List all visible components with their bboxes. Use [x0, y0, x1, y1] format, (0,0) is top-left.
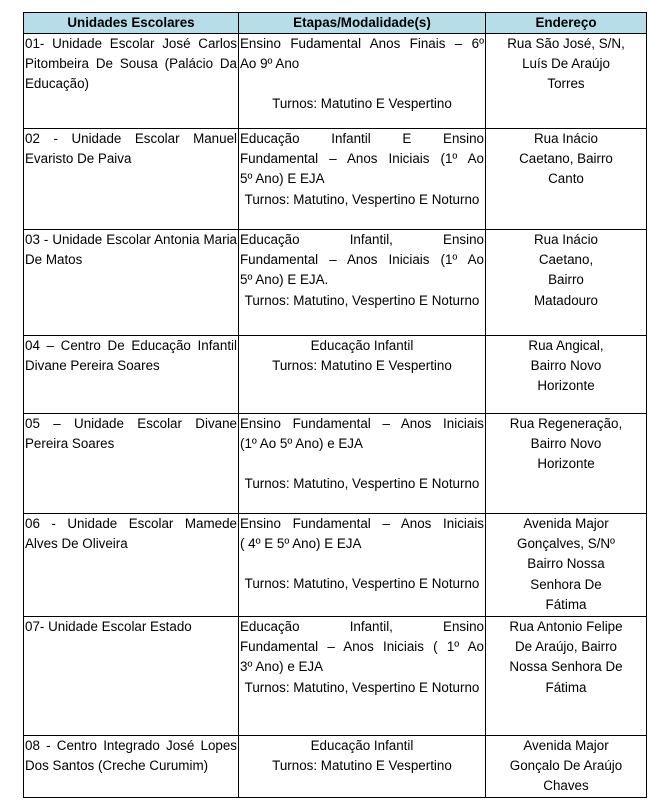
address-line: Torres — [547, 76, 585, 92]
address-line: Caetano, Bairro — [519, 151, 613, 167]
address-line: Horizonte — [537, 456, 595, 472]
etapa-line: Ensino Fundamental – Anos Iniciais — [240, 416, 484, 431]
etapa-line: 3º Ano) e EJA — [240, 659, 324, 675]
address-line: Bairro Novo — [530, 358, 602, 374]
address-cell — [486, 230, 647, 336]
etapa-line: Ensino Fudamental Anos Finais – 6º — [240, 36, 484, 51]
etapa-cell — [239, 129, 486, 230]
header-endereco: Endereço — [486, 13, 647, 34]
etapa-cell — [239, 336, 486, 414]
table-row — [24, 736, 647, 798]
address-line: Avenida Major — [523, 738, 609, 753]
etapa-line: 5º Ano) E EJA. — [240, 272, 329, 288]
etapa-line: Educação Infantil — [310, 738, 414, 753]
etapa-cell — [239, 514, 486, 617]
etapa-cell — [239, 617, 486, 736]
address-line: Rua São José, S/N, — [507, 36, 625, 51]
etapa-cell — [239, 34, 486, 129]
address-line: Rua Antonio Felipe — [509, 619, 623, 634]
address-line: Nossa Senhora De — [509, 659, 623, 675]
address-cell — [486, 736, 647, 798]
etapa-cell — [239, 736, 486, 798]
address-line: Rua Inácio — [533, 131, 599, 146]
unit-name: 06 - Unidade Escolar Mamede Alves De Oliveira — [24, 514, 239, 617]
table-row — [24, 230, 647, 336]
address-line: Fátima — [545, 679, 587, 695]
address-cell — [486, 34, 647, 129]
address-line: Rua Regeneração, — [509, 416, 623, 431]
address-line: Bairro Novo — [530, 436, 602, 452]
etapa-line: Educação Infantil — [310, 338, 414, 353]
unit-name: 02 - Unidade Escolar Manuel Evaristo De Paiva — [24, 129, 239, 230]
address-line: Fátima — [545, 596, 587, 612]
address-line: Chaves — [543, 778, 589, 794]
turnos-text: Turnos: Matutino E Vespertino — [272, 358, 452, 374]
unit-name: 04 – Centro De Educação Infantil Divane Pereira Soares — [24, 336, 239, 414]
unit-name: 05 – Unidade Escolar Divane Pereira Soares — [24, 414, 239, 514]
address-cell — [486, 514, 647, 617]
address-line: Rua Inácio — [533, 232, 599, 247]
etapa-line: Fundamental – Anos Iniciais (1º Ao — [240, 252, 484, 268]
address-line: Gonçalves, S/Nº — [517, 536, 615, 552]
address-line: Bairro — [548, 272, 584, 288]
table-row — [24, 617, 647, 736]
address-line: De Araújo, Bairro — [515, 639, 617, 655]
address-line: Gonçalo De Araújo — [509, 758, 623, 774]
table-row — [24, 34, 647, 129]
turnos-text: Turnos: Matutino, Vespertino E Noturno — [244, 476, 480, 492]
etapa-line: Educação Infantil, Ensino — [240, 619, 484, 634]
table-row — [24, 129, 647, 230]
etapa-line: Educação Infantil E Ensino — [240, 131, 484, 146]
etapa-line: (1º Ao 5º Ano) e EJA — [240, 436, 363, 452]
turnos-text: Turnos: Matutino E Vespertino — [272, 758, 452, 774]
table-row — [24, 336, 647, 414]
turnos-text: Turnos: Matutino, Vespertino E Noturno — [244, 576, 480, 592]
address-line: Luís De Araújo — [522, 56, 610, 72]
etapa-cell — [239, 230, 486, 336]
address-line: Rua Angical, — [528, 338, 604, 353]
table-header-row — [24, 13, 647, 34]
table-row — [24, 414, 647, 514]
address-cell — [486, 617, 647, 736]
etapa-line: Fundamental – Anos Iniciais ( 1º Ao — [240, 639, 484, 655]
address-line: Matadouro — [533, 292, 599, 308]
table-row — [24, 514, 647, 617]
etapa-line: 5º Ano) E EJA — [240, 171, 325, 187]
etapa-line: Fundamental – Anos Iniciais (1º Ao — [240, 151, 484, 167]
address-cell — [486, 129, 647, 230]
schools-table — [23, 12, 647, 798]
address-line: Avenida Major — [523, 516, 609, 531]
turnos-text: Turnos: Matutino, Vespertino E Noturno — [244, 679, 480, 695]
etapa-cell — [239, 414, 486, 514]
address-cell — [486, 414, 647, 514]
unit-name: 08 - Centro Integrado José Lopes Dos Santos (Creche Curumim) — [24, 736, 239, 798]
etapa-line: Ao 9º Ano — [240, 56, 300, 72]
turnos-text: Turnos: Matutino E Vespertino — [272, 96, 452, 112]
address-line: Canto — [548, 171, 584, 187]
address-line: Senhora De — [530, 576, 602, 592]
unit-name: 03 - Unidade Escolar Antonia Maria De Matos — [24, 230, 239, 336]
turnos-text: Turnos: Matutino, Vespertino E Noturno — [244, 292, 480, 308]
header-etapas: Etapas/Modalidade(s) — [239, 13, 486, 34]
header-unidades: Unidades Escolares — [24, 13, 239, 34]
address-cell — [486, 336, 647, 414]
etapa-line: Ensino Fundamental – Anos Iniciais — [240, 516, 484, 531]
unit-name: 07- Unidade Escolar Estado — [24, 617, 239, 736]
address-line: Horizonte — [537, 378, 595, 394]
unit-name: 01- Unidade Escolar José Carlos Pitombeira De Sousa (Palácio Da Educação) — [24, 34, 239, 129]
address-line: Caetano, — [538, 252, 594, 268]
address-line: Bairro Nossa — [527, 556, 605, 572]
etapa-line: ( 4º E 5º Ano) E EJA — [240, 536, 362, 552]
etapa-line: Educação Infantil, Ensino — [240, 232, 484, 247]
turnos-text: Turnos: Matutino, Vespertino E Noturno — [244, 191, 480, 207]
